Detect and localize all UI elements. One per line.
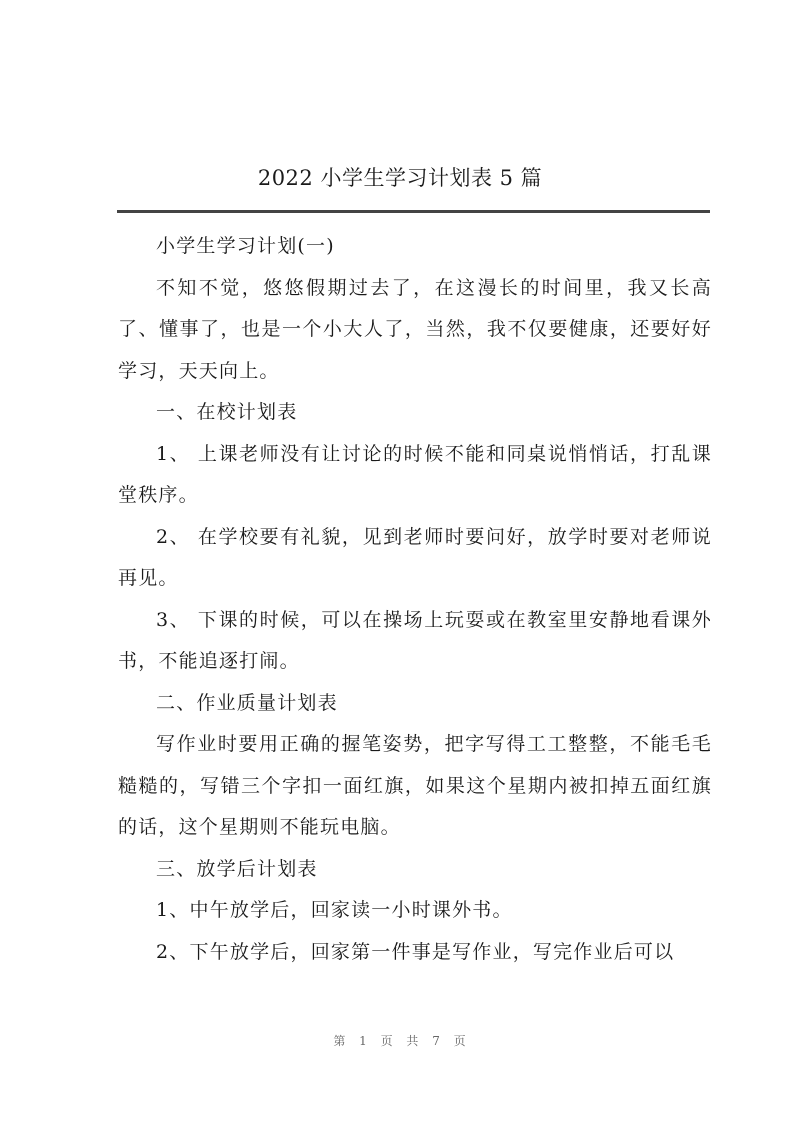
- section-heading: 一、在校计划表: [156, 401, 298, 423]
- document-body: [118, 226, 712, 973]
- section-heading: 小学生学习计划(一): [156, 235, 335, 257]
- list-item: 2、下午放学后，回家第一件事是写作业，写完作业后可以: [156, 940, 675, 963]
- list-item: 2、 在学校要有礼貌，见到老师时要问好，放学时要对老师说再见。: [118, 525, 712, 589]
- list-item: 1、 上课老师没有让讨论的时候不能和同桌说悄悄话，打乱课堂秩序。: [118, 442, 712, 506]
- page-number: 第 1 页 共 7 页: [333, 1034, 467, 1048]
- section-heading: 三、放学后计划表: [156, 857, 318, 880]
- document-title: 2022 小学生学习计划表 5 篇: [257, 166, 543, 190]
- list-item: 1、中午放学后，回家读一小时课外书。: [156, 899, 513, 921]
- list-item: 3、 下课的时候，可以在操场上玩耍或在教室里安静地看课外书，不能追逐打闹。: [118, 608, 712, 672]
- paragraph: 不知不觉，悠悠假期过去了，在这漫长的时间里，我又长高了、懂事了，也是一个小大人了，当然，我不仅要健康，还要好好学习，天天向上。: [118, 276, 712, 382]
- section-heading: 二、作业质量计划表: [156, 691, 338, 714]
- title-divider: [117, 210, 710, 213]
- paragraph: 写作业时要用正确的握笔姿势，把字写得工工整整，不能毛毛糙糙的，写错三个字扣一面红旗，如果这个星期内被扣掉五面红旗的话，这个星期则不能玩电脑。: [118, 733, 712, 838]
